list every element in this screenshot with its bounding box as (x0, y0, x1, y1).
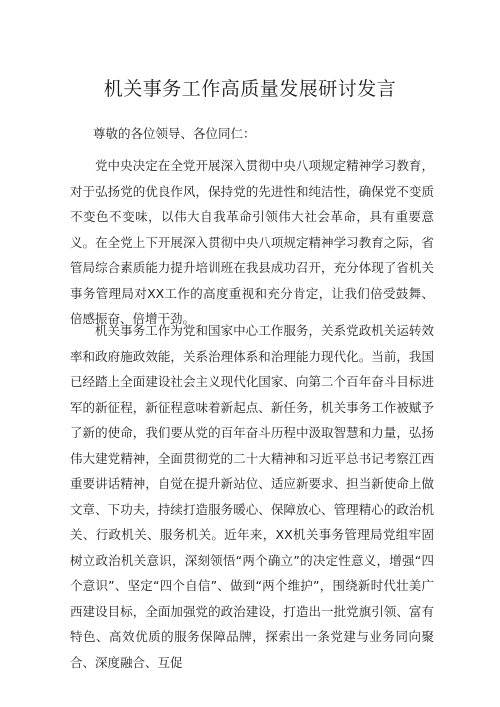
salutation: 尊敬的各位领导、各位同仁： (93, 126, 256, 141)
paragraph-2: 机关事务工作为党和国家中心工作服务，关系党政机关运转效率和政府施政效能，关系治理体系和治理能力现代化。当前，我国已经踏上全面建设社会主义现代化国家、向第二个百年奋斗目标进军的新征程，新征程意味着新起点、新任务，机关事务工作被赋予了新的使命，我们要从党的百年奋斗历程中汲取智慧和力量，弘扬伟大建党精神，全面贯彻党的二十大精神和习近平总书记考察江西重要讲话精神，自觉在提升新站位、适应新要求、担当新使命上做文章、下功夫，持续打造服务暖心、保障放心、管理精心的政治机关、行政机关、服务机关。近年来，XX机关事务管理局党组牢固树立政治机关意识，深刻领悟“两个确立”的决定性意义，增强“四个意识”、坚定“四个自信”、做到“两个维护”，围绕新时代壮美广西建设目标，全面加强党的政治建设，打造出一批党旗引领、富有特色、高效优质的服务保障品牌，探索出一条党建与业务同向聚合、深度融合、互促 (70, 323, 434, 670)
paragraph-1: 党中央决定在全党开展深入贯彻中央八项规定精神学习教育，对于弘扬党的优良作风，保持党的先进性和纯洁性，确保党不变质不变色不变味，以伟大自我革命引领伟大社会革命，具有重要意义。在全党上下开展深入贯彻中央八项规定精神学习教育之际，省管局综合素质能力提升培训班在我县成功召开，充分体现了省机关事务管理局对XX工作的高度重视和充分肯定，让我们倍受鼓舞、倍感振奋、倍增干劲。 (70, 158, 434, 326)
document-title: 机关事务工作高质量发展研讨发言 (103, 78, 397, 100)
